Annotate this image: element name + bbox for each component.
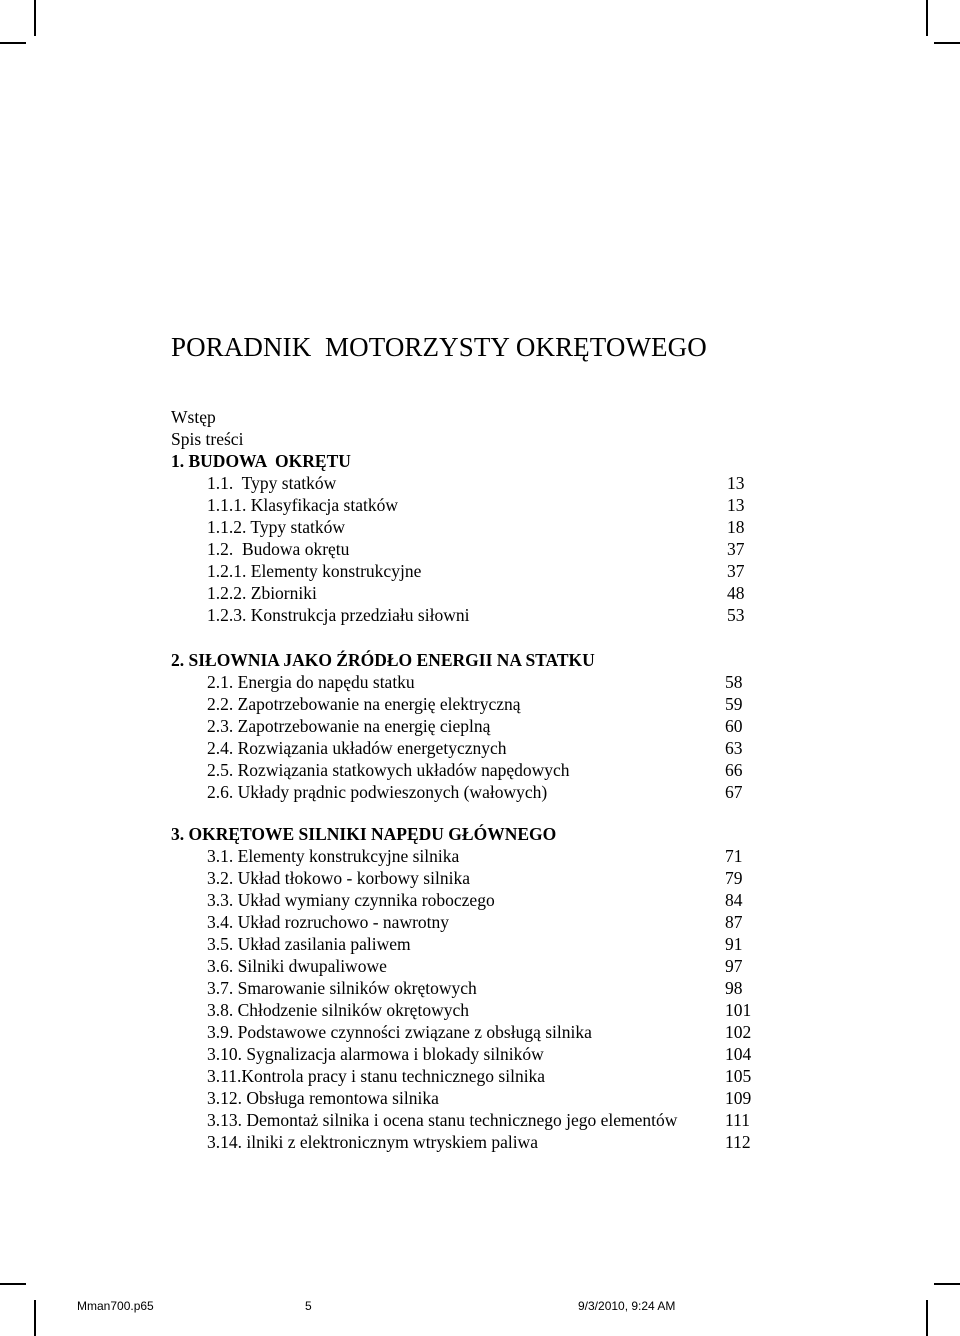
toc-section-heading: 2. SIŁOWNIA JAKO ŹRÓDŁO ENERGII NA STATKU [171, 650, 595, 670]
toc-entry-label: 3.9. Podstawowe czynności związane z obsługą silnika [207, 1022, 592, 1042]
toc-entry-page-number: 71 [725, 846, 743, 866]
toc-entry-label: 3.11.Kontrola pracy i stanu technicznego silnika [207, 1066, 546, 1086]
toc-entry-page-number: 105 [725, 1066, 752, 1086]
toc-entry-label: 3.7. Smarowanie silników okrętowych [207, 978, 477, 998]
toc-entry-label: 2.4. Rozwiązania układów energetycznych [207, 738, 507, 758]
toc-entry-label: 2.3. Zapotrzebowanie na energię cieplną [207, 716, 491, 736]
crop-mark [926, 1300, 928, 1336]
toc-entry-page-number: 53 [727, 605, 745, 625]
toc-entry-label: 2.2. Zapotrzebowanie na energię elektryczną [207, 694, 521, 714]
crop-mark [34, 0, 36, 36]
crop-mark [934, 1283, 960, 1285]
toc-entry-label: 3.3. Układ wymiany czynnika roboczego [207, 890, 495, 910]
toc-entry-label: Wstęp [171, 407, 216, 427]
toc-entry-label: 3.1. Elementy konstrukcyjne silnika [207, 846, 460, 866]
toc-entry-label: Spis treści [171, 429, 244, 449]
toc-entry-label: 3.8. Chłodzenie silników okrętowych [207, 1000, 469, 1020]
toc-entry-label: 1.2.3. Konstrukcja przedziału siłowni [207, 605, 470, 625]
toc-entry-page-number: 111 [725, 1110, 750, 1130]
toc-entry-label: 3.4. Układ rozruchowo - nawrotny [207, 912, 450, 932]
toc-entry-label: 3.6. Silniki dwupaliwowe [207, 956, 387, 976]
toc-entry-page-number: 37 [727, 539, 745, 559]
toc-entry-label: 2.1. Energia do napędu statku [207, 672, 415, 692]
toc-section-heading: 3. OKRĘTOWE SILNIKI NAPĘDU GŁÓWNEGO [171, 824, 557, 844]
toc-entry-page-number: 98 [725, 978, 743, 998]
toc-entry-page-number: 112 [725, 1132, 751, 1152]
toc-entry-page-number: 13 [727, 495, 745, 515]
toc-entry-page-number: 18 [727, 517, 745, 537]
toc-entry-page-number: 48 [727, 583, 745, 603]
toc-entry-page-number: 87 [725, 912, 743, 932]
toc-entry-label: 1.1. Typy statków [207, 473, 337, 493]
document-title: PORADNIK MOTORZYSTY OKRĘTOWEGO [171, 332, 707, 362]
toc-entry-page-number: 102 [725, 1022, 752, 1042]
toc-entry-page-number: 60 [725, 716, 743, 736]
footer-filename: Mman700.p65 [77, 1299, 154, 1313]
crop-mark [0, 42, 26, 44]
toc-entry-page-number: 97 [725, 956, 743, 976]
toc-entry-label: 3.5. Układ zasilania paliwem [207, 934, 411, 954]
toc-entry-page-number: 79 [725, 868, 743, 888]
toc-entry-label: 3.14. ilniki z elektronicznym wtryskiem paliwa [207, 1132, 538, 1152]
toc-entry-label: 1.1.1. Klasyfikacja statków [207, 495, 398, 515]
toc-entry-page-number: 101 [725, 1000, 752, 1020]
crop-mark [34, 1300, 36, 1336]
toc-entry-page-number: 84 [725, 890, 743, 910]
toc-entry-page-number: 91 [725, 934, 743, 954]
toc-entry-label: 3.12. Obsługa remontowa silnika [207, 1088, 439, 1108]
toc-entry-label: 1.2.2. Zbiorniki [207, 583, 317, 603]
toc-entry-page-number: 63 [725, 738, 743, 758]
toc-entry-label: 1.1.2. Typy statków [207, 517, 345, 537]
toc-entry-page-number: 67 [725, 782, 743, 802]
toc-entry-page-number: 58 [725, 672, 743, 692]
crop-mark [934, 42, 960, 44]
crop-mark [926, 0, 928, 36]
toc-entry-label: 1.2.1. Elementy konstrukcyjne [207, 561, 422, 581]
toc-entry-page-number: 13 [727, 473, 745, 493]
toc-entry-label: 2.6. Układy prądnic podwieszonych (wałowych) [207, 782, 548, 802]
toc-entry-label: 1.2. Budowa okrętu [207, 539, 350, 559]
toc-entry-label: 3.10. Sygnalizacja alarmowa i blokady silników [207, 1044, 544, 1064]
toc-entry-page-number: 59 [725, 694, 743, 714]
toc-entry-page-number: 66 [725, 760, 743, 780]
toc-entry-label: 2.5. Rozwiązania statkowych układów napędowych [207, 760, 570, 780]
toc-entry-page-number: 37 [727, 561, 745, 581]
toc-entry-page-number: 104 [725, 1044, 752, 1064]
crop-mark [0, 1283, 26, 1285]
toc-entry-label: 3.2. Układ tłokowo - korbowy silnika [207, 868, 470, 888]
toc-section-heading: 1. BUDOWA OKRĘTU [171, 451, 351, 471]
footer-datetime: 9/3/2010, 9:24 AM [578, 1299, 676, 1313]
toc-entry-label: 3.13. Demontaż silnika i ocena stanu technicznego jego elementów [207, 1110, 678, 1130]
footer-page-number: 5 [305, 1299, 312, 1313]
toc-entry-page-number: 109 [725, 1088, 752, 1108]
